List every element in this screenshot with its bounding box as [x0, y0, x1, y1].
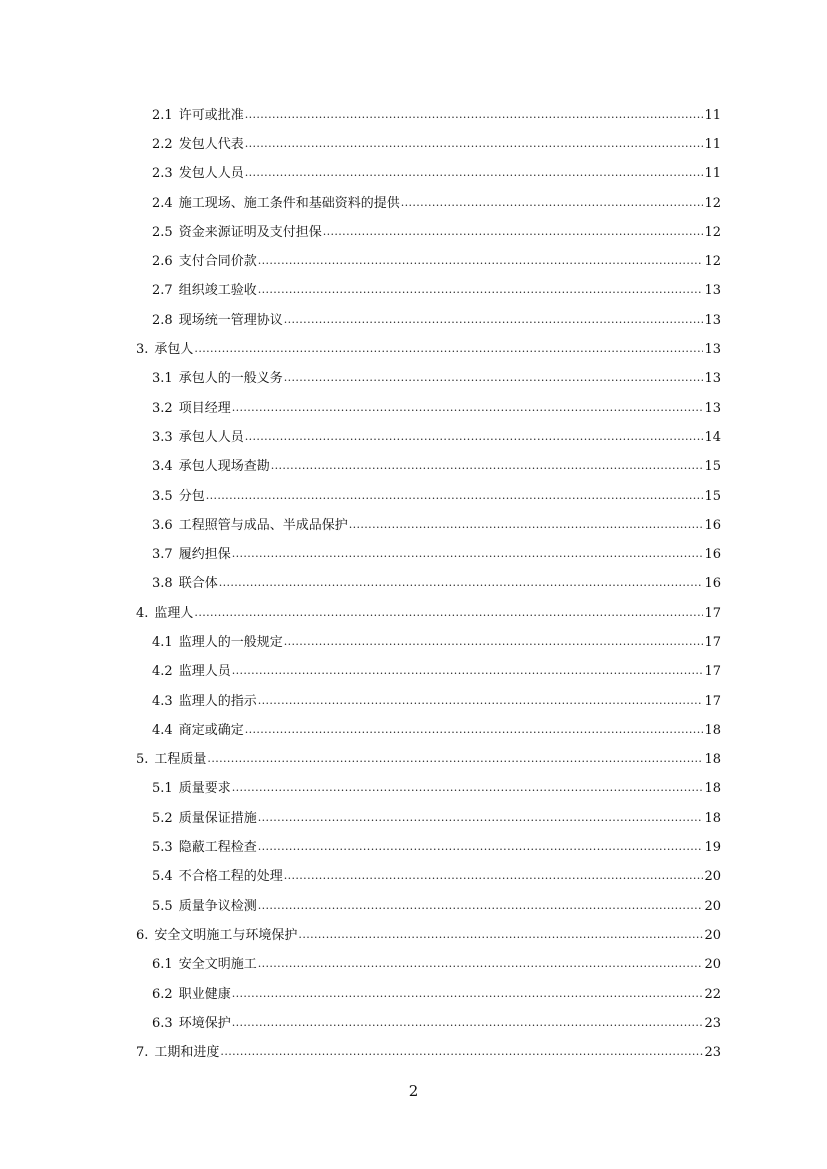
toc-entry-title: 工程照管与成品、半成品保护: [178, 517, 348, 533]
toc-entry-title: 质量保证措施: [178, 810, 257, 826]
toc-leader-dots: [258, 694, 704, 710]
toc-entry[interactable]: [136, 453, 721, 482]
toc-entry[interactable]: [136, 365, 721, 394]
toc-entry-title: 支付合同价款: [178, 254, 257, 270]
toc-entry-number: 3.1: [152, 371, 173, 387]
toc-entry-page: 23: [704, 1015, 721, 1031]
toc-entry-number: 5.: [136, 752, 149, 768]
toc-leader-dots: [245, 137, 704, 153]
toc-entry-title: 安全文明施工: [178, 957, 257, 973]
toc-leader-dots: [401, 196, 704, 212]
toc-entry-page: 19: [704, 840, 721, 856]
toc-leader-dots: [245, 108, 704, 124]
toc-entry-page: 11: [704, 136, 721, 152]
toc-entry-number: 2.4: [152, 195, 173, 211]
toc-entry-page: 13: [704, 400, 721, 416]
toc-entry-title: 履约担保: [178, 547, 231, 563]
toc-leader-dots: [232, 401, 704, 417]
toc-entry-page: 16: [704, 517, 721, 533]
toc-entry-page: 18: [704, 752, 721, 768]
toc-leader-dots: [206, 489, 704, 505]
toc-entry-page: 17: [704, 605, 721, 621]
toc-leader-dots: [258, 957, 704, 973]
toc-entry-page: 12: [704, 254, 721, 270]
toc-entry[interactable]: [136, 101, 721, 130]
toc-leader-dots: [258, 840, 704, 856]
toc-entry[interactable]: [136, 1039, 721, 1068]
toc-entry-title: 资金来源证明及支付担保: [178, 224, 322, 240]
toc-entry-title: 安全文明施工与环境保护: [154, 927, 298, 943]
toc-entry-number: 5.3: [152, 840, 173, 856]
toc-entry[interactable]: [136, 599, 721, 628]
toc-entry-number: 6.1: [152, 957, 173, 973]
toc-entry-number: 2.8: [152, 312, 173, 328]
toc-entry-page: 20: [704, 898, 721, 914]
toc-entry-page: 17: [704, 634, 721, 650]
toc-entry-title: 职业健康: [178, 986, 231, 1002]
toc-entry-title: 监理人的指示: [178, 693, 257, 709]
toc-entry[interactable]: [136, 335, 721, 364]
toc-entry-title: 许可或批准: [178, 107, 244, 123]
toc-entry-number: 2.5: [152, 224, 173, 240]
toc-entry-number: 2.6: [152, 254, 173, 270]
toc-entry[interactable]: [136, 218, 721, 247]
toc-entry-page: 20: [704, 927, 721, 943]
toc-leader-dots: [245, 430, 704, 446]
toc-entry-title: 环境保护: [178, 1015, 231, 1031]
toc-entry-title: 联合体: [178, 576, 218, 592]
toc-entry-number: 2.1: [152, 107, 173, 123]
toc-entry[interactable]: [136, 1009, 721, 1038]
toc-entry-number: 2.2: [152, 136, 173, 152]
toc-leader-dots: [284, 313, 704, 329]
toc-entry-title: 现场统一管理协议: [178, 312, 283, 328]
toc-leader-dots: [194, 606, 703, 622]
toc-entry-number: 4.3: [152, 693, 173, 709]
toc-entry-title: 工期和进度: [154, 1045, 220, 1061]
toc-entry-page: 23: [704, 1045, 721, 1061]
toc-leader-dots: [232, 664, 704, 680]
toc-entry[interactable]: [136, 540, 721, 569]
toc-entry-number: 4.1: [152, 634, 173, 650]
toc-entry-number: 2.3: [152, 166, 173, 182]
toc-leader-dots: [194, 342, 703, 358]
toc-entry[interactable]: [136, 570, 721, 599]
toc-entry-title: 质量争议检测: [178, 898, 257, 914]
toc-leader-dots: [258, 254, 704, 270]
toc-entry[interactable]: [136, 306, 721, 335]
toc-entry[interactable]: [136, 160, 721, 189]
toc-entry-title: 商定或确定: [178, 722, 244, 738]
toc-entry-title: 发包人代表: [178, 136, 244, 152]
toc-entry-title: 发包人人员: [178, 166, 244, 182]
toc-entry-page: 22: [704, 986, 721, 1002]
toc-leader-dots: [207, 752, 703, 768]
toc-entry-number: 5.1: [152, 781, 173, 797]
toc-leader-dots: [298, 928, 703, 944]
toc-leader-dots: [284, 371, 704, 387]
toc-entry-title: 隐蔽工程检查: [178, 840, 257, 856]
toc-entry-number: 3.7: [152, 547, 173, 563]
toc-entry[interactable]: [136, 511, 721, 540]
toc-entry-title: 监理人的一般规定: [178, 634, 283, 650]
toc-entry-page: 15: [704, 459, 721, 475]
toc-entry-number: 6.3: [152, 1015, 173, 1031]
toc-entry-page: 12: [704, 224, 721, 240]
toc-entry[interactable]: [136, 775, 721, 804]
toc-entry-page: 13: [704, 312, 721, 328]
toc-entry-title: 承包人的一般义务: [178, 371, 283, 387]
toc-entry[interactable]: [136, 277, 721, 306]
toc-entry-number: 6.2: [152, 986, 173, 1002]
toc-leader-dots: [232, 987, 704, 1003]
toc-entry-page: 18: [704, 810, 721, 826]
toc-entry[interactable]: [136, 628, 721, 657]
toc-entry-page: 13: [704, 371, 721, 387]
toc-entry-number: 4.2: [152, 664, 173, 680]
toc-entry-title: 承包人: [154, 342, 194, 358]
toc-leader-dots: [258, 283, 704, 299]
toc-leader-dots: [284, 635, 704, 651]
toc-entry-page: 13: [704, 342, 721, 358]
toc-entry[interactable]: [136, 658, 721, 687]
toc-entry-number: 3.4: [152, 459, 173, 475]
toc-entry[interactable]: [136, 687, 721, 716]
toc-entry-title: 组织竣工验收: [178, 283, 257, 299]
toc-entry-page: 12: [704, 195, 721, 211]
toc-entry-number: 5.5: [152, 898, 173, 914]
toc-leader-dots: [245, 166, 704, 182]
toc-entry[interactable]: [136, 130, 721, 159]
toc-entry-page: 20: [704, 957, 721, 973]
toc-entry-number: 4.4: [152, 722, 173, 738]
toc-entry-title: 施工现场、施工条件和基础资料的提供: [178, 195, 400, 211]
toc-entry-number: 3.3: [152, 429, 173, 445]
toc-entry[interactable]: [136, 746, 721, 775]
toc-leader-dots: [219, 576, 704, 592]
toc-entry[interactable]: [136, 394, 721, 423]
toc-entry-title: 监理人员: [178, 664, 231, 680]
toc-entry-page: 18: [704, 722, 721, 738]
toc-leader-dots: [245, 723, 704, 739]
toc-entry[interactable]: [136, 892, 721, 921]
toc-leader-dots: [349, 518, 704, 534]
toc-entry-page: 15: [704, 488, 721, 504]
toc-entry[interactable]: [136, 980, 721, 1009]
toc-entry-page: 11: [704, 107, 721, 123]
toc-entry-number: 4.: [136, 605, 149, 621]
toc-entry[interactable]: [136, 423, 721, 452]
toc-entry-number: 5.4: [152, 869, 173, 885]
toc-entry-title: 不合格工程的处理: [178, 869, 283, 885]
toc-entry[interactable]: [136, 951, 721, 980]
toc-entry[interactable]: [136, 921, 721, 950]
toc-entry-number: 3.6: [152, 517, 173, 533]
toc-entry-title: 工程质量: [154, 752, 207, 768]
page-number: 2: [408, 1082, 419, 1100]
toc-entry-title: 监理人: [154, 605, 194, 621]
toc-leader-dots: [220, 1045, 703, 1061]
toc-entry-title: 承包人人员: [178, 429, 244, 445]
toc-entry-title: 质量要求: [178, 781, 231, 797]
toc-entry-number: 3.8: [152, 576, 173, 592]
toc-leader-dots: [323, 225, 704, 241]
toc-entry[interactable]: [136, 833, 721, 862]
toc-entry-page: 11: [704, 166, 721, 182]
toc-entry-number: 5.2: [152, 810, 173, 826]
toc-entry-page: 16: [704, 576, 721, 592]
toc-entry[interactable]: [136, 247, 721, 276]
toc-entry-page: 18: [704, 781, 721, 797]
toc-entry-page: 14: [704, 429, 721, 445]
toc-leader-dots: [258, 899, 704, 915]
toc-entry-number: 3.5: [152, 488, 173, 504]
toc-entry-number: 6.: [136, 927, 149, 943]
toc-entry-page: 13: [704, 283, 721, 299]
toc-entry-title: 项目经理: [178, 400, 231, 416]
toc-entry-number: 2.7: [152, 283, 173, 299]
toc-entry[interactable]: [136, 716, 721, 745]
toc-entry-page: 16: [704, 547, 721, 563]
toc-entry-number: 7.: [136, 1045, 149, 1061]
toc-entry[interactable]: [136, 189, 721, 218]
toc-entry-title: 承包人现场查勘: [178, 459, 270, 475]
toc-leader-dots: [258, 811, 704, 827]
toc-entry-title: 分包: [178, 488, 205, 504]
toc-entry-number: 3.2: [152, 400, 173, 416]
toc-entry-page: 17: [704, 693, 721, 709]
toc-leader-dots: [232, 547, 704, 563]
toc-entry[interactable]: [136, 863, 721, 892]
table-of-contents: [136, 101, 721, 1068]
toc-entry-page: 20: [704, 869, 721, 885]
toc-leader-dots: [284, 869, 704, 885]
toc-leader-dots: [232, 781, 704, 797]
toc-entry-page: 17: [704, 664, 721, 680]
toc-entry[interactable]: [136, 804, 721, 833]
toc-leader-dots: [271, 459, 704, 475]
toc-entry-number: 3.: [136, 342, 149, 358]
toc-entry[interactable]: [136, 482, 721, 511]
toc-leader-dots: [232, 1016, 704, 1032]
